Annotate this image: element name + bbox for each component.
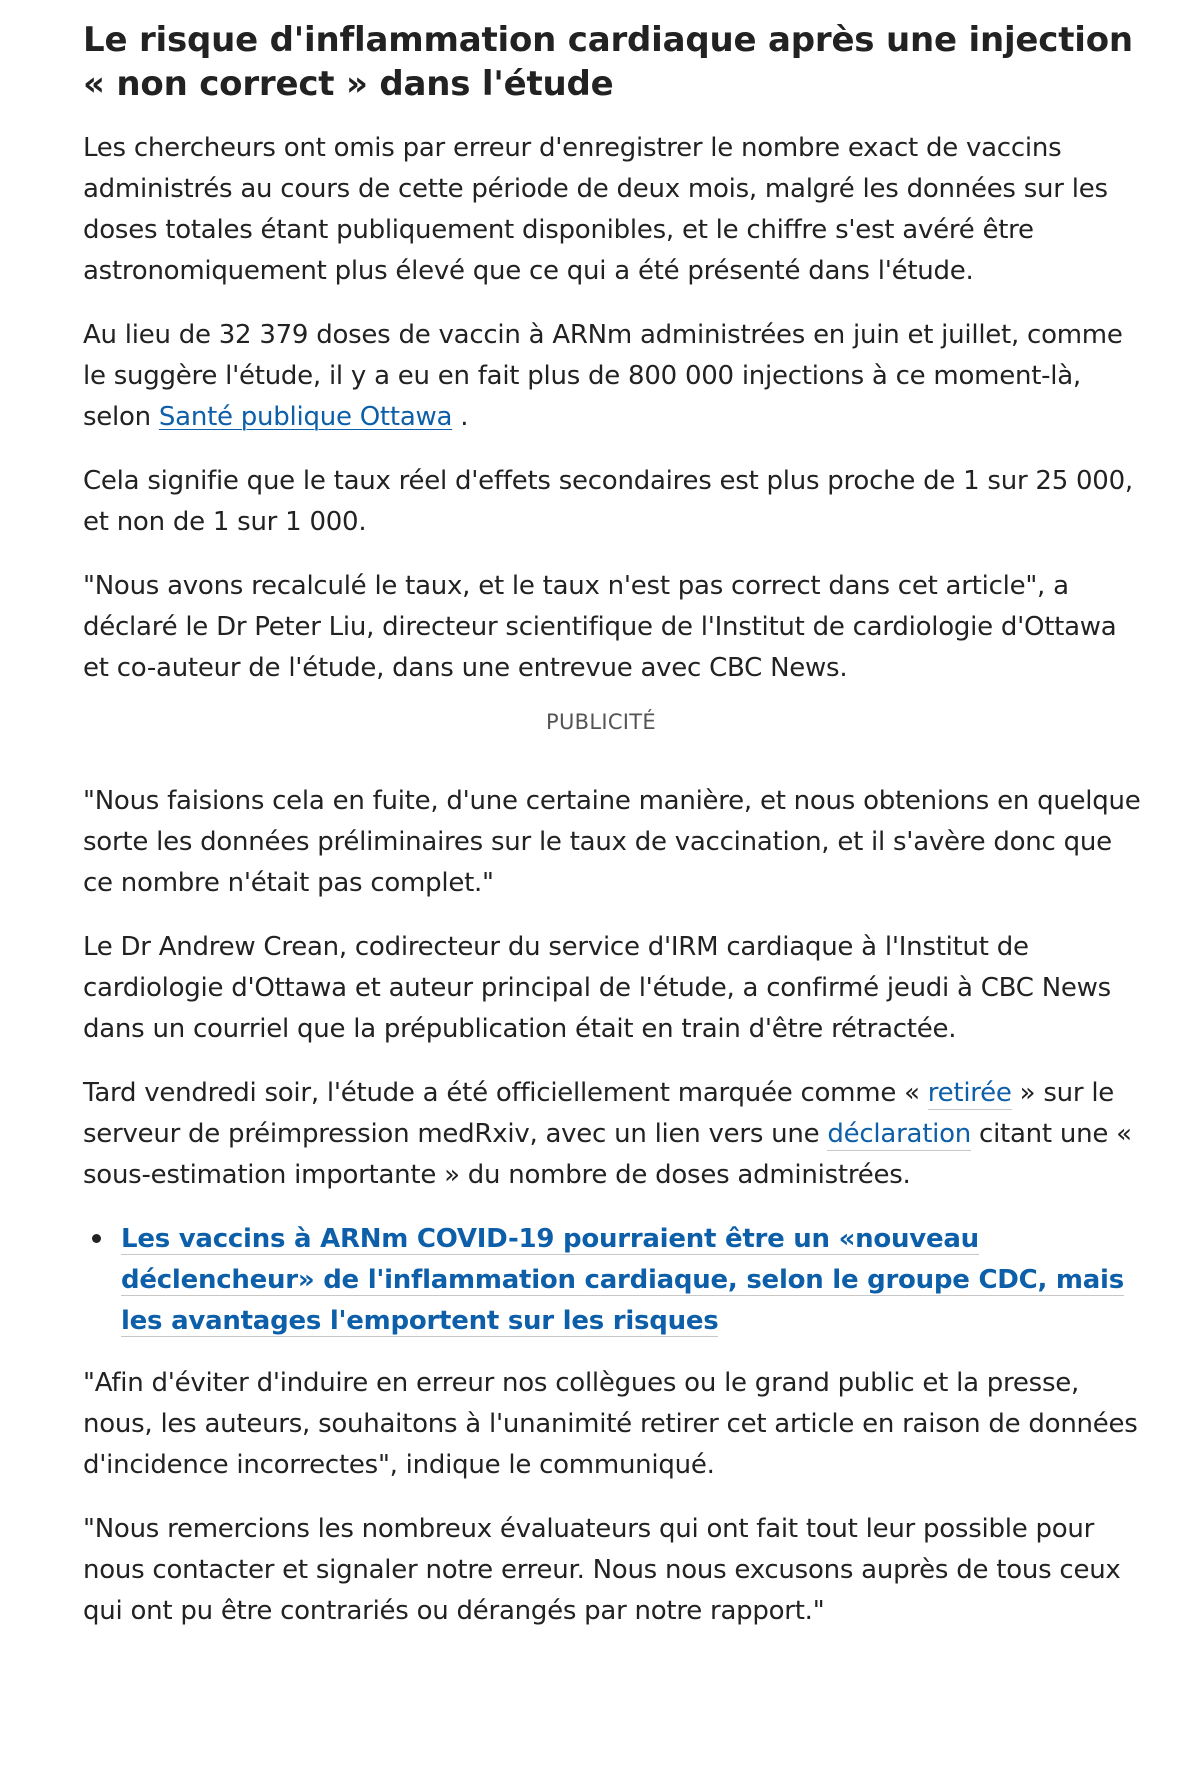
paragraph-6: Le Dr Andrew Crean, codirecteur du service d'IRM cardiaque à l'Institut de cardiologie d'Ottawa et auteur principal de l'étude, a confirmé jeudi à CBC News dans un courriel que la prépublication était en train d'être rétractée. xyxy=(83,932,1111,1044)
related-links-list xyxy=(83,1219,1143,1342)
paragraph-5: "Nous faisions cela en fuite, d'une certaine manière, et nous obtenions en quelque sorte les données préliminaires sur le taux de vaccination, et il s'avère donc que ce nombre n'était pas complet." xyxy=(83,786,1141,898)
related-article-link[interactable]: Les vaccins à ARNm COVID-19 pourraient être un «nouveau déclencheur» de l'inflammation cardiaque, selon le groupe CDC, mais les avantages l'emportent sur les risques xyxy=(121,1224,1124,1336)
retracted-link[interactable]: retirée xyxy=(927,1078,1012,1108)
paragraph-8: "Afin d'éviter d'induire en erreur nos collègues ou le grand public et la presse, nous, les auteurs, souhaitons à l'unanimité retirer cet article en raison de données d'incidence incorrectes", indique le communiqué. xyxy=(83,1368,1138,1480)
paragraph-3: Cela signifie que le taux réel d'effets secondaires est plus proche de 1 sur 25 000, et non de 1 sur 1 000. xyxy=(83,466,1133,537)
paragraph-7-text-1: Tard vendredi soir, l'étude a été officiellement marquée comme « xyxy=(83,1078,928,1108)
statement-link[interactable]: déclaration xyxy=(827,1119,972,1149)
paragraph-2 xyxy=(83,315,1143,438)
paragraph-1: Les chercheurs ont omis par erreur d'enregistrer le nombre exact de vaccins administrés au cours de cette période de deux mois, malgré les données sur les doses totales étant publiquement disponibles, et le chiffre s'est avéré être astronomiquement plus élevé que ce qui a été présenté dans l'étude. xyxy=(83,133,1108,286)
ottawa-public-health-link[interactable]: Santé publique Ottawa xyxy=(158,402,453,432)
related-list-item xyxy=(121,1219,1143,1342)
bullet-icon xyxy=(92,1234,101,1243)
paragraph-2-text: Au lieu de 32 379 doses de vaccin à ARNm administrées en juin et juillet, comme le suggère l'étude, il y a eu en fait plus de 800 000 injections à ce moment-là, selon xyxy=(83,320,1123,432)
paragraph-4: "Nous avons recalculé le taux, et le taux n'est pas correct dans cet article", a déclaré le Dr Peter Liu, directeur scientifique de l'Institut de cardiologie d'Ottawa et co-auteur de l'étude, dans une entrevue avec CBC News. xyxy=(83,571,1117,683)
paragraph-9: "Nous remercions les nombreux évaluateurs qui ont fait tout leur possible pour nous contacter et signaler notre erreur. Nous nous excusons auprès de tous ceux qui ont pu être contrariés ou dérangés par notre rapport." xyxy=(83,1514,1121,1626)
section-headline: Le risque d'inflammation cardiaque après une injection « non correct » dans l'étude xyxy=(83,20,1133,104)
article-body xyxy=(83,18,1143,1655)
advertisement-label: PUBLICITÉ xyxy=(546,710,656,734)
paragraph-7 xyxy=(83,1073,1143,1196)
paragraph-2-text-end: . xyxy=(452,402,469,432)
paragraph-7-text-3: citant une « sous-estimation importante » du nombre de doses administrées. xyxy=(83,1119,1132,1190)
paragraph-7-text-2: » sur le serveur de préimpression medRxiv, avec un lien vers une xyxy=(83,1078,1115,1149)
